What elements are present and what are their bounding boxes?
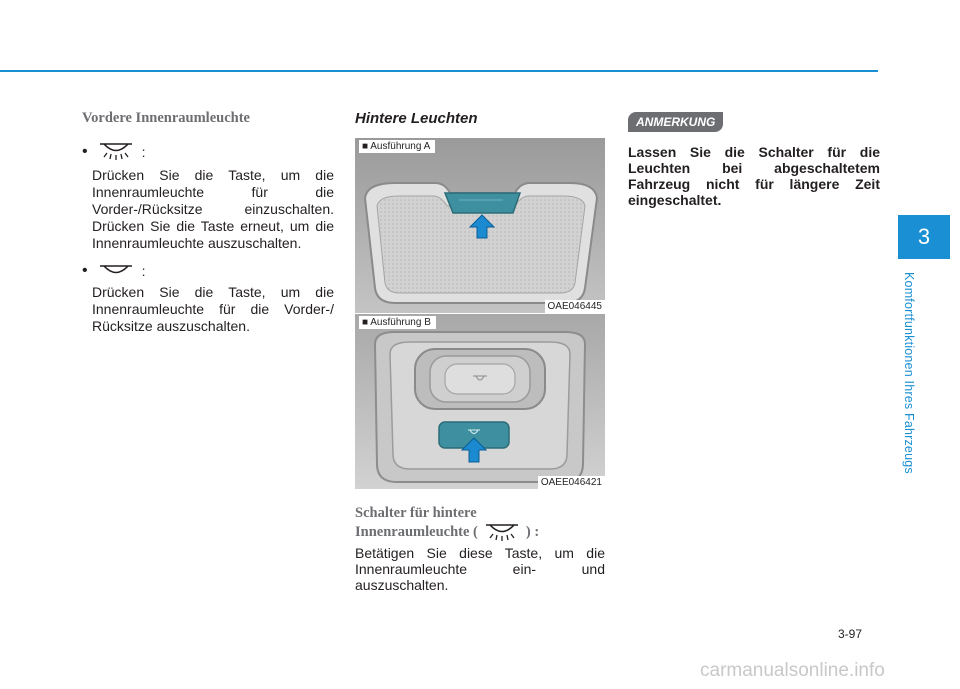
page-number: 3-97 — [838, 627, 863, 641]
rear-lights-section — [355, 110, 605, 127]
light-off-description: Drücken Sie die Taste, um die Innenraumleuchte für die Vorder-/ Rücksitze auszuschalten. — [92, 284, 334, 334]
light-on-description: Drücken Sie die Taste, um die Innenraumleuchte für die Vorder-/Rücksitze einzuschalten. Drücken Sie die Taste erneut, um die Innenraumleuchte auszuschalten. — [92, 167, 334, 251]
bullet-dot: • — [82, 143, 88, 160]
room-lamp-off-icon — [96, 263, 136, 279]
front-light-section — [82, 110, 334, 335]
bullet-light-off — [82, 262, 334, 280]
rear-switch-heading-line2 — [355, 522, 605, 542]
chapter-title: Komfortfunktionen Ihres Fahrzeugs — [902, 272, 916, 474]
rear-room-lamp-icon — [482, 522, 522, 542]
overhead-console-a-illustration — [355, 138, 605, 313]
rear-switch-description: Betätigen Sie diese Taste, um die Innenraumleuchte ein- und auszuschalten. — [355, 545, 605, 593]
rear-switch-heading-post: ) : — [525, 523, 540, 540]
front-light-heading: Vordere Innenraumleuchte — [82, 110, 250, 126]
chapter-number: 3 — [917, 224, 931, 249]
header-rule — [0, 70, 878, 72]
bullet-dot: • — [82, 262, 88, 279]
bullet-colon: : — [141, 263, 146, 279]
figure-b-code: OAEE046421 — [538, 476, 605, 489]
note-badge: ANMERKUNG — [628, 112, 723, 132]
figure-version-a — [355, 138, 605, 313]
rear-switch-heading-line1: Schalter für hintere — [355, 505, 477, 521]
note-section — [628, 112, 880, 208]
chapter-tab — [898, 215, 950, 259]
figure-b-label: ■ Ausführung B — [359, 316, 436, 329]
bullet-colon: : — [141, 144, 146, 160]
overhead-console-b-illustration — [355, 314, 605, 489]
bullet-light-on — [82, 141, 334, 163]
figure-a-code: OAE046445 — [545, 300, 606, 313]
note-text: Lassen Sie die Schalter für die Leuchten bei abgeschaltetem Fahrzeug nicht für längere Zeit eingeschaltet. — [628, 144, 880, 208]
rear-switch-heading-pre: Innenraumleuchte ( — [355, 523, 478, 540]
room-lamp-on-icon — [96, 141, 136, 163]
chapter-title-vertical — [897, 272, 921, 492]
figure-a-label: ■ Ausführung A — [359, 140, 435, 153]
watermark: carmanualsonline.info — [700, 660, 885, 681]
figure-version-b — [355, 314, 605, 489]
rear-lights-heading: Hintere Leuchten — [355, 110, 478, 127]
rear-switch-heading — [355, 505, 605, 542]
